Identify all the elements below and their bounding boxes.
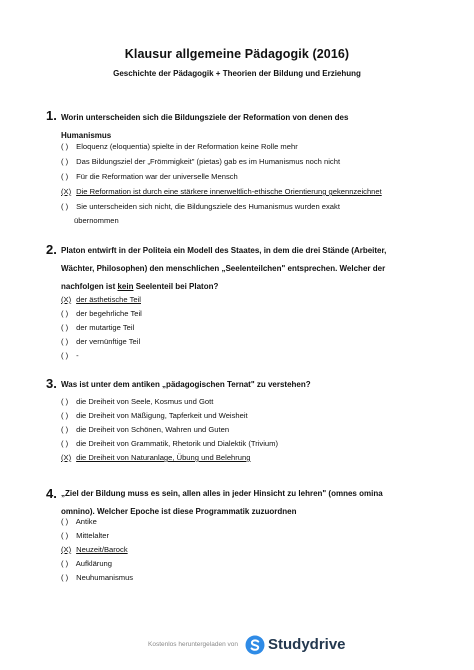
answer-option[interactable] xyxy=(61,321,441,335)
option-mark: ( ) xyxy=(61,411,69,420)
option-text: Aufklärung xyxy=(75,559,113,568)
option-text: - xyxy=(76,351,79,360)
option-text: der vernünftige Teil xyxy=(76,337,141,346)
option-text: der ästhetische Teil xyxy=(76,295,141,304)
answer-option[interactable] xyxy=(61,155,441,169)
answer-option[interactable] xyxy=(61,170,441,184)
option-text: Eloquenz (eloquentia) spielte in der Reformation keine Rolle mehr xyxy=(76,142,298,151)
page-title: Klausur allgemeine Pädagogik (2016) xyxy=(124,47,350,61)
option-text: Neuhumanismus xyxy=(76,573,134,582)
question-line-pre: nachfolgen ist xyxy=(61,282,118,291)
option-mark: ( ) xyxy=(61,337,69,346)
option-mark: (X) xyxy=(61,545,72,554)
option-mark: (X) xyxy=(61,453,72,462)
question-line: Wächter, Philosophen) den menschlichen „Seelenteilchen" entsprechen. Welcher der xyxy=(61,264,386,273)
option-mark: ( ) xyxy=(61,202,69,211)
option-text: Mittelalter xyxy=(76,531,110,540)
option-mark: ( ) xyxy=(61,157,69,166)
download-footer[interactable] xyxy=(0,634,474,658)
option-mark: ( ) xyxy=(61,517,69,526)
answer-option[interactable] xyxy=(61,409,441,423)
footer-text: Kostenlos heruntergeladen von xyxy=(148,641,238,648)
question-emphasis: kein xyxy=(117,282,134,291)
studydrive-logo-icon xyxy=(245,635,265,655)
answer-option[interactable] xyxy=(61,349,441,363)
option-mark: ( ) xyxy=(61,559,69,568)
footer-brand: Studydrive xyxy=(268,636,346,653)
option-text: die Dreiheit von Seele, Kosmus und Gott xyxy=(76,397,214,406)
option-mark: ( ) xyxy=(61,323,69,332)
answer-option[interactable] xyxy=(61,335,441,349)
option-text-continuation: übernommen xyxy=(74,216,119,225)
answer-option[interactable] xyxy=(61,307,441,321)
answer-option-selected[interactable] xyxy=(61,451,441,465)
option-mark: ( ) xyxy=(61,351,69,360)
option-text: Für die Reformation war der universelle Mensch xyxy=(76,172,238,181)
answer-option[interactable] xyxy=(61,515,441,529)
question-number: 1. xyxy=(46,108,57,123)
option-mark: (X) xyxy=(61,295,72,304)
option-mark: ( ) xyxy=(61,531,69,540)
question-line: Humanismus xyxy=(61,131,112,140)
answer-option[interactable] xyxy=(61,140,441,154)
option-mark: ( ) xyxy=(61,425,69,434)
answer-option[interactable] xyxy=(61,395,441,409)
option-text: die Dreiheit von Grammatik, Rhetorik und Dialektik (Trivium) xyxy=(76,439,278,448)
question-line: „Ziel der Bildung muss es sein, allen alles in jeder Hinsicht zu lehren" (omnes omina xyxy=(61,489,383,498)
option-mark: ( ) xyxy=(61,397,69,406)
option-text: die Dreiheit von Mäßigung, Tapferkeit und Weisheit xyxy=(76,411,248,420)
answer-option[interactable] xyxy=(61,557,441,571)
question-line: Platon entwirft in der Politeia ein Modell des Staates, in dem die drei Stände (Arbeiter, xyxy=(61,246,387,255)
option-mark: ( ) xyxy=(61,142,69,151)
option-text: Antike xyxy=(75,517,97,526)
option-text: die Dreiheit von Schönen, Wahren und Guten xyxy=(76,425,230,434)
answer-option-selected[interactable] xyxy=(61,293,441,307)
question-number: 4. xyxy=(46,486,57,501)
option-mark: ( ) xyxy=(61,439,69,448)
option-mark: ( ) xyxy=(61,172,69,181)
question-number: 2. xyxy=(46,242,57,257)
answer-option[interactable] xyxy=(61,529,441,543)
option-text: Das Bildungsziel der „Frömmigkeit" (pietas) gab es im Humanismus noch nicht xyxy=(76,157,341,166)
question-line: omnino). Welcher Epoche ist diese Programmatik zuzuordnen xyxy=(61,507,297,516)
answer-option[interactable] xyxy=(61,437,441,451)
page-subtitle: Geschichte der Pädagogik + Theorien der Bildung und Erziehung xyxy=(113,69,361,78)
answer-option[interactable] xyxy=(61,571,441,585)
answer-option[interactable] xyxy=(61,200,441,228)
question-line: Was ist unter dem antiken „pädagogischen Ternat" zu verstehen? xyxy=(61,380,311,389)
question-text xyxy=(61,242,421,296)
option-text: der begehrliche Teil xyxy=(76,309,142,318)
question-text xyxy=(61,376,391,394)
option-text: die Dreiheit von Naturanlage, Übung und Belehrung xyxy=(76,453,251,462)
option-text: Neuzeit/Barock xyxy=(76,545,128,554)
answer-option-selected[interactable] xyxy=(61,543,441,557)
question-line-post: Seelenteil bei Platon? xyxy=(133,282,219,291)
option-text: Die Reformation ist durch eine stärkere innerweltlich-ethische Orientierung gekennzeichnet xyxy=(76,187,382,196)
option-mark: (X) xyxy=(61,187,72,196)
option-mark: ( ) xyxy=(61,573,69,582)
option-text: der mutartige Teil xyxy=(76,323,135,332)
option-mark: ( ) xyxy=(61,309,69,318)
answer-option-selected[interactable] xyxy=(61,185,441,199)
option-text: Sie unterscheiden sich nicht, die Bildungsziele des Humanismus wurden exakt xyxy=(76,202,340,211)
answer-option[interactable] xyxy=(61,423,441,437)
question-line: Worin unterscheiden sich die Bildungsziele der Reformation von denen des xyxy=(61,113,349,122)
question-number: 3. xyxy=(46,376,57,391)
